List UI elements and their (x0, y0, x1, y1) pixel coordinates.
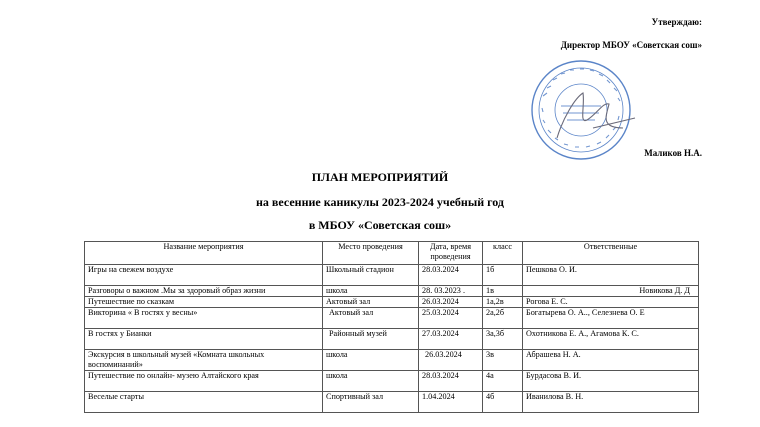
event-date: 28.03.2024 (419, 371, 483, 392)
event-place: Актовый зал (323, 297, 419, 308)
event-date: 26.03.2024 (419, 350, 483, 371)
event-place: школа (323, 350, 419, 371)
event-class: 3а,3б (483, 329, 523, 350)
table-row (85, 350, 699, 371)
event-date: 28.03.2024 (419, 265, 483, 286)
table-row (85, 371, 699, 392)
col-header-event: Название мероприятия (85, 242, 323, 265)
event-responsible: Охотникова Е. А., Агамова К. С. (523, 329, 699, 350)
event-place: школа (323, 371, 419, 392)
events-table (84, 241, 699, 413)
event-class: 1а,2в (483, 297, 523, 308)
event-responsible: Бурдасова В. И. (523, 371, 699, 392)
event-name: В гостях у Бианки (85, 329, 323, 350)
table-row (85, 286, 699, 297)
event-class: 4б (483, 392, 523, 413)
approve-label: Утверждаю: (651, 17, 702, 27)
table-row (85, 329, 699, 350)
plan-subtitle: на весенние каникулы 2023-2024 учебный год (255, 195, 504, 209)
event-place: Спортивный зал (323, 392, 419, 413)
signatory-name: Маликов Н.А. (644, 148, 702, 158)
event-name: Викторина « В гостях у весны» (85, 308, 323, 329)
col-header-date: Дата, время проведения (419, 242, 483, 265)
event-class: 3в (483, 350, 523, 371)
event-place: Районный музей (323, 329, 419, 350)
school-stamp (523, 58, 641, 162)
event-class: 1в (483, 286, 523, 297)
col-header-class: класс (483, 242, 523, 265)
event-responsible: Иванилова В. Н. (523, 392, 699, 413)
table-header-row (85, 242, 699, 265)
table-row (85, 265, 699, 286)
col-header-responsible: Ответственные (523, 242, 699, 265)
event-name: Разговоры о важном .Мы за здоровый образ жизни (85, 286, 323, 297)
event-place: школа (323, 286, 419, 297)
plan-title: ПЛАН МЕРОПРИЯТИЙ (311, 170, 449, 184)
plan-school: в МБОУ «Советская сош» (308, 218, 452, 232)
table-row (85, 392, 699, 413)
event-name: Игры на свежем воздухе (85, 265, 323, 286)
event-date: 28. 03.2023 . (419, 286, 483, 297)
table-row (85, 308, 699, 329)
event-class: 1б (483, 265, 523, 286)
event-date: 26.03.2024 (419, 297, 483, 308)
event-responsible: Рогова Е. С. (523, 297, 699, 308)
event-class: 4а (483, 371, 523, 392)
event-class: 2а,2б (483, 308, 523, 329)
event-name: Путешествие по онлайн- музею Алтайского края (85, 371, 323, 392)
table-row (85, 297, 699, 308)
event-place: Актовый зал (323, 308, 419, 329)
event-responsible: Пешкова О. И. (523, 265, 699, 286)
event-name: Путешествие по сказкам (85, 297, 323, 308)
event-date: 1.04.2024 (419, 392, 483, 413)
event-name: Веселые старты (85, 392, 323, 413)
event-responsible: Абрашева Н. А. (523, 350, 699, 371)
event-date: 27.03.2024 (419, 329, 483, 350)
col-header-place: Место проведения (323, 242, 419, 265)
event-date: 25.03.2024 (419, 308, 483, 329)
event-responsible: Новикова Д. Д (523, 286, 699, 297)
event-name: Экскурсия в школьный музей «Комната школьных воспоминаний» (85, 350, 323, 371)
director-position: Директор МБОУ «Советская сош» (560, 40, 702, 50)
event-place: Школьный стадион (323, 265, 419, 286)
event-responsible: Богатырева О. А.., Селезнева О. Е (523, 308, 699, 329)
